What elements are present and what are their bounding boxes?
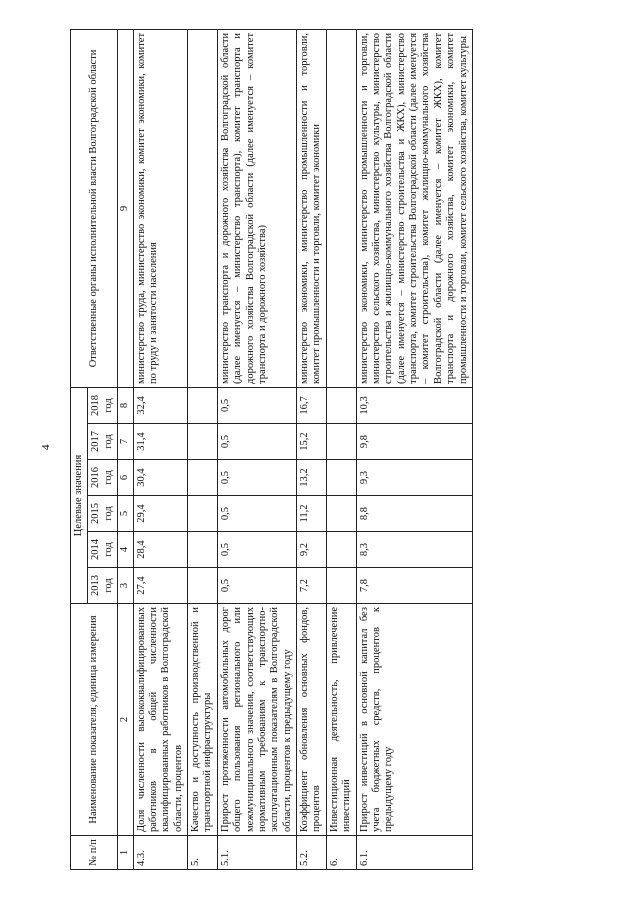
column-number: 8 xyxy=(118,387,133,423)
column-number: 1 xyxy=(118,836,133,870)
row-value: 32,4 xyxy=(133,387,188,423)
row-value: 10,3 xyxy=(356,387,472,423)
row-name: Коэффициент обновления основных фондов, процентов xyxy=(297,604,327,836)
row-responsible xyxy=(326,29,356,387)
column-number: 4 xyxy=(118,532,133,568)
header-year: 2017 год xyxy=(88,424,118,460)
row-value: 27,4 xyxy=(133,568,188,604)
header-year: 2013 год xyxy=(88,568,118,604)
header-year: 2018 год xyxy=(88,387,118,423)
row-value: 0,5 xyxy=(217,387,296,423)
row-name: Прирост протяженности автомобильных дорог общего пользования регионального или межмуниципального значения, соответствующих нормативным требованиям к транспортно-эксплуатационным показателям в Волгоградской области, процентов к предыдущему году xyxy=(217,604,296,836)
row-name: Качество и доступность производственной и транспортной инфраструктуры xyxy=(188,604,218,836)
row-value: 7,8 xyxy=(356,568,472,604)
row-value: 30,4 xyxy=(133,460,188,496)
row-name: Прирост инвестиций в основной капитал без учета бюджетных средств, процентов к предыдущему году xyxy=(356,604,472,836)
row-value: 8,8 xyxy=(356,496,472,532)
row-value: 16,7 xyxy=(297,387,327,423)
row-value xyxy=(188,496,218,532)
row-responsible: министерство транспорта и дорожного хозяйства Волгоградской области (далее именуется – министерство транспорта), комитет транспорта и дорожного хозяйства Волгоградской области (далее именуется – комитет транспорта и дорожного хозяйства) xyxy=(217,29,296,387)
row-value: 13,2 xyxy=(297,460,327,496)
column-number: 9 xyxy=(118,29,133,387)
column-number-row xyxy=(118,29,133,869)
row-value: 9,2 xyxy=(297,532,327,568)
row-value xyxy=(188,387,218,423)
row-no: 5.2. xyxy=(297,836,327,870)
column-number: 7 xyxy=(118,424,133,460)
table-row xyxy=(188,29,218,869)
row-no: 5. xyxy=(188,836,218,870)
row-no: 5.1. xyxy=(217,836,296,870)
table-row xyxy=(217,29,296,869)
table-row xyxy=(133,29,188,869)
table-row xyxy=(356,29,472,869)
row-responsible: министерство труда, министерство экономики, комитет экономики, комитет по труду и занятости населения xyxy=(133,29,188,387)
row-value: 11,2 xyxy=(297,496,327,532)
header-target-values: Целевые значения xyxy=(71,387,88,603)
row-value: 7,2 xyxy=(297,568,327,604)
table-row xyxy=(326,29,356,869)
row-responsible xyxy=(188,29,218,387)
row-value: 9,8 xyxy=(356,424,472,460)
row-value: 8,3 xyxy=(356,532,472,568)
row-value: 15,2 xyxy=(297,424,327,460)
row-responsible: министерство экономики, министерство промышленности и торговли, комитет промышленности и торговли, комитет экономики xyxy=(297,29,327,387)
header-name: Наименование показателя, единица измерения xyxy=(71,604,118,836)
table-row xyxy=(297,29,327,869)
header-year: 2014 год xyxy=(88,532,118,568)
row-value: 0,5 xyxy=(217,496,296,532)
row-value xyxy=(188,568,218,604)
column-number: 2 xyxy=(118,604,133,836)
row-value xyxy=(326,496,356,532)
rotated-page xyxy=(70,30,600,870)
row-value: 31,4 xyxy=(133,424,188,460)
row-value xyxy=(326,532,356,568)
header-no: № п/п xyxy=(71,836,118,870)
row-value: 28,4 xyxy=(133,532,188,568)
row-responsible: министерство экономики, министерство промышленности и торговли, министерство сельского хозяйства, министерство культуры, министерство строительства и жилищно-коммунального хозяйства Волгоградской области (далее именуется – министерство строительства и ЖКХ), министерство транспорта, комитет строительства Волгоградской области (далее именуется – комитет строительства), комитет жилищно-коммунального хозяйства Волгоградской области (далее именуется – комитет ЖКХ), комитет транспорта и дорожного хозяйства, комитет экономики, комитет промышленности и торговли, комитет сельского хозяйства, комитет культуры xyxy=(356,29,472,387)
row-value xyxy=(188,532,218,568)
header-year: 2016 год xyxy=(88,460,118,496)
row-value: 0,5 xyxy=(217,424,296,460)
row-name: Инвестиционная деятельность, привлечение инвестиций xyxy=(326,604,356,836)
indicators-table xyxy=(70,29,473,870)
column-number: 6 xyxy=(118,460,133,496)
row-no: 4.3. xyxy=(133,836,188,870)
row-value: 0,5 xyxy=(217,532,296,568)
row-name: Доля численности высококвалифицированных работников в общей численности квалифицированных работников в Волгоградской области, процентов xyxy=(133,604,188,836)
row-value: 9,3 xyxy=(356,460,472,496)
row-value xyxy=(326,460,356,496)
row-value xyxy=(326,387,356,423)
header-year: 2015 год xyxy=(88,496,118,532)
row-value xyxy=(188,424,218,460)
column-number: 3 xyxy=(118,568,133,604)
row-value: 29,4 xyxy=(133,496,188,532)
row-value: 0,5 xyxy=(217,568,296,604)
row-value xyxy=(326,424,356,460)
header-responsible: Ответственные органы исполнительной власти Волгоградской области xyxy=(71,29,118,387)
row-value: 0,5 xyxy=(217,460,296,496)
page-number: 4 xyxy=(40,444,52,450)
column-number: 5 xyxy=(118,496,133,532)
row-no: 6. xyxy=(326,836,356,870)
row-value xyxy=(326,568,356,604)
header-row-1 xyxy=(71,29,88,869)
row-value xyxy=(188,460,218,496)
row-no: 6.1. xyxy=(356,836,472,870)
